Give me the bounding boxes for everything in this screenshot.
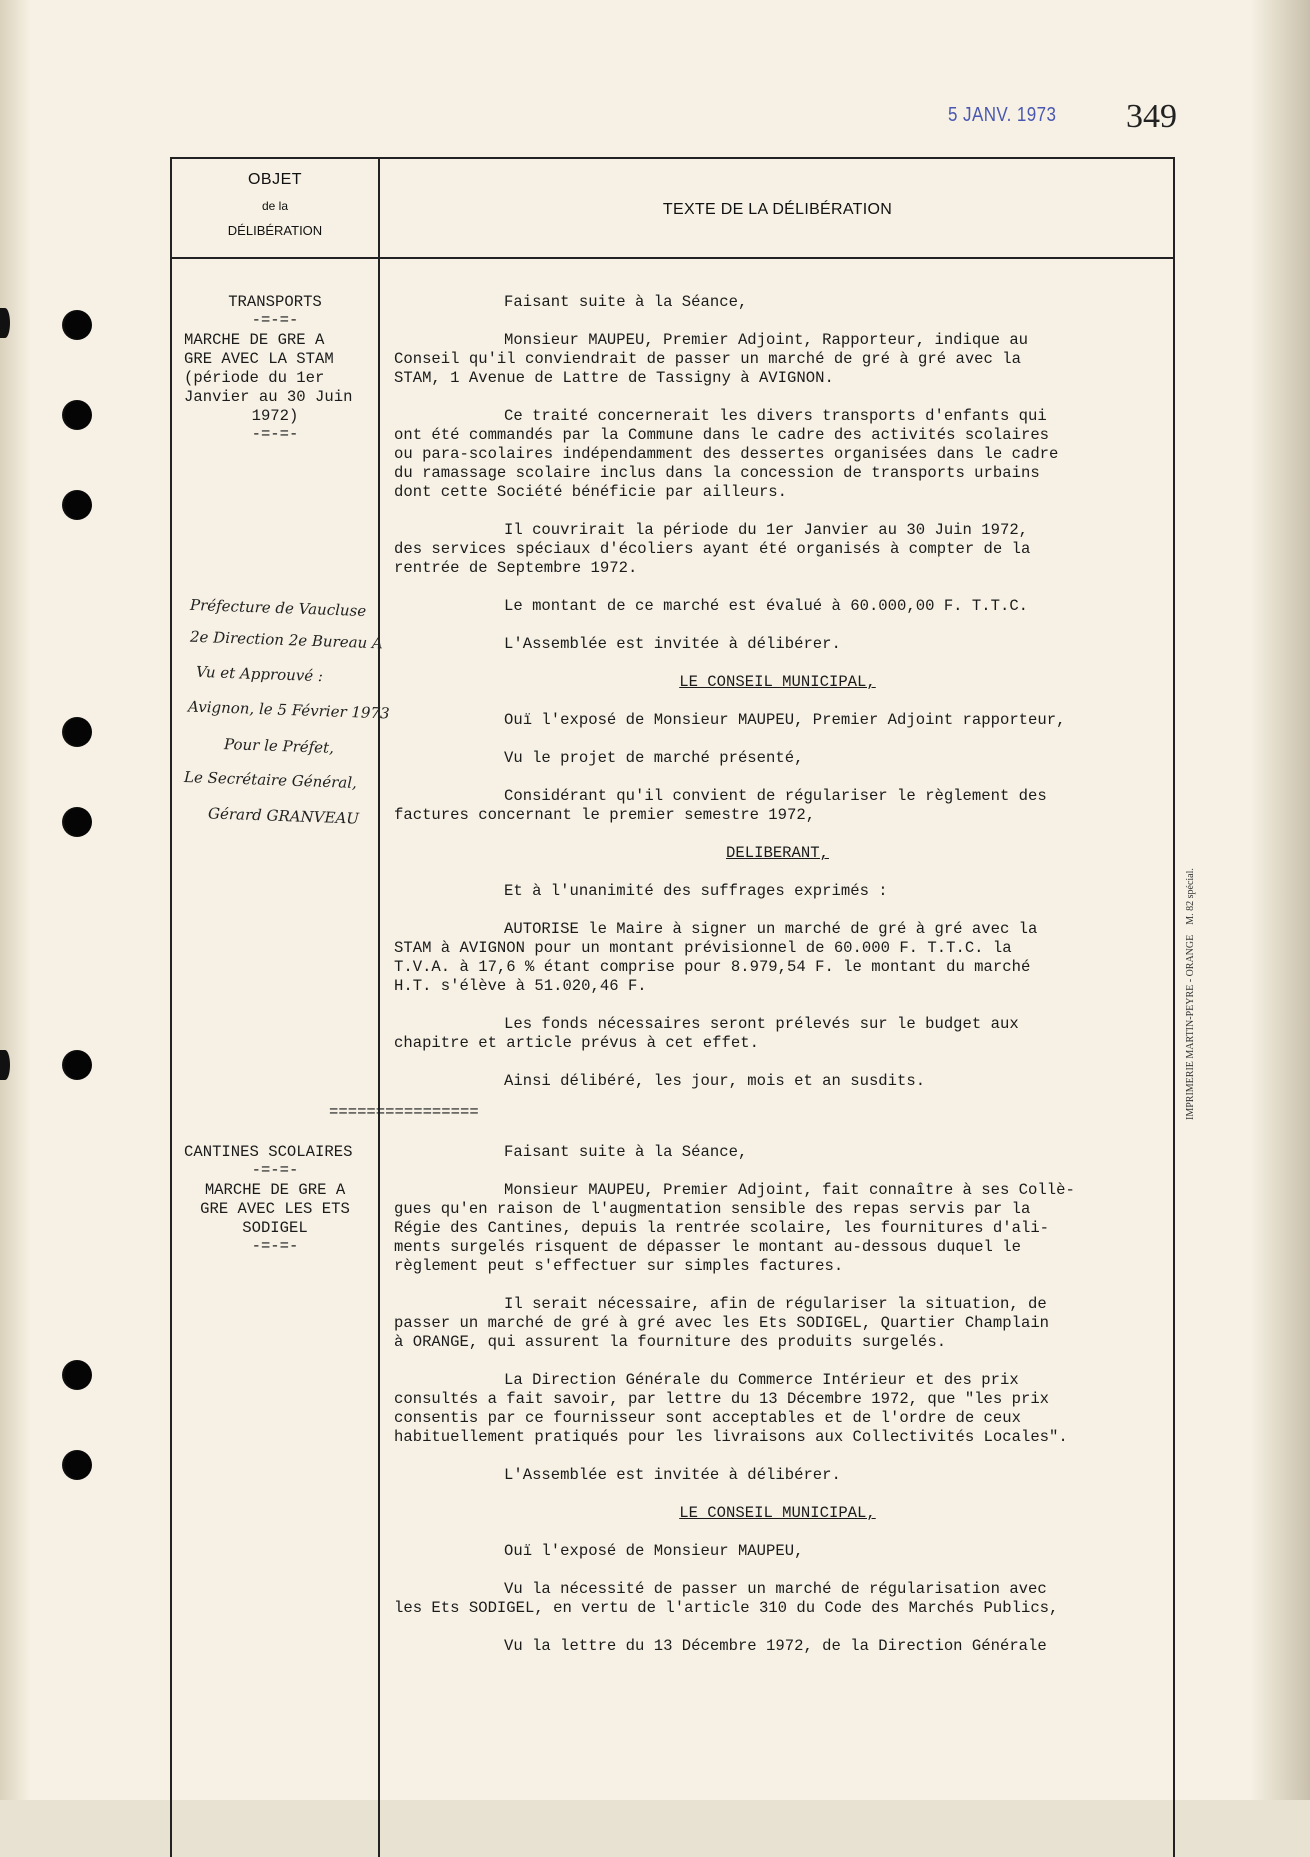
paragraph: Vu le projet de marché présenté, (504, 749, 804, 767)
paragraph-line: La Direction Générale du Commerce Intérieur et des prix (504, 1371, 1019, 1389)
paragraph-line: T.V.A. à 17,6 % étant comprise pour 8.979,54 F. le montant du marché (394, 958, 1031, 976)
handwritten-approval-line: Vu et Approuvé : (195, 662, 324, 686)
paragraph: Ouï l'exposé de Monsieur MAUPEU, (504, 1542, 804, 1560)
handwritten-approval-line: 2e Direction 2e Bureau A (189, 627, 384, 653)
paragraph-line: ont été commandés par la Commune dans le cadre des activités scolaires (394, 426, 1050, 444)
header-object: OBJET (247, 171, 303, 188)
column-divider (378, 159, 380, 1857)
page-edge-shadow (1250, 0, 1310, 1800)
paragraph-line: H.T. s'élève à 51.020,46 F. (394, 977, 647, 995)
council-heading: LE CONSEIL MUNICIPAL, (679, 673, 876, 691)
paragraph: Et à l'unanimité des suffrages exprimés : (504, 882, 888, 900)
paragraph-line: passer un marché de gré à gré avec les Ets SODIGEL, Quartier Champlain (394, 1314, 1050, 1332)
separator: -=-=- (251, 311, 299, 329)
object-line: MARCHE DE GRE A (184, 331, 325, 349)
separator: -=-=- (251, 1237, 299, 1255)
paragraph-line: consultés a fait savoir, par lettre du 13 Décembre 1972, que "les prix (394, 1390, 1050, 1408)
paragraph-line: des services spéciaux d'écoliers ayant été organisés à compter de la (394, 540, 1031, 558)
binder-hole (62, 1360, 92, 1390)
council-heading: LE CONSEIL MUNICIPAL, (679, 1504, 876, 1522)
binder-hole-stub (0, 1050, 10, 1080)
paragraph-line: Il serait nécessaire, afin de régulariser la situation, de (504, 1295, 1047, 1313)
date-stamp: 5 JANV. 1973 (948, 104, 1057, 126)
object-transports-title: TRANSPORTS (228, 293, 322, 311)
paragraph-line: Monsieur MAUPEU, Premier Adjoint, Rapporteur, indique au (504, 331, 1029, 349)
paragraph-line: ou para-scolaires indépendamment des dessertes organisées dans le cadre (394, 445, 1059, 463)
printer-imprint: IMPRIMERIE MARTIN-PEYRE - ORANGE M. 82 spécial. (1185, 868, 1196, 1120)
page-number: 349 (1126, 98, 1177, 135)
paragraph-line: Vu la nécessité de passer un marché de régularisation avec (504, 1580, 1047, 1598)
handwritten-approval-line: Avignon, le 5 Février 1973 (187, 697, 390, 723)
paragraph: Faisant suite à la Séance, (504, 293, 748, 311)
handwritten-approval-line: Pour le Préfet, (223, 735, 335, 757)
section-divider: ================ (329, 1103, 479, 1121)
object-line: SODIGEL (242, 1219, 308, 1237)
object-line: MARCHE DE GRE A (204, 1181, 346, 1199)
paragraph: Ainsi délibéré, les jour, mois et an susdits. (504, 1072, 926, 1090)
paragraph-line: règlement peut s'effectuer sur simples factures. (394, 1257, 844, 1275)
header-deliberation: DÉLIBÉRATION (227, 223, 323, 238)
object-column-header (172, 171, 378, 238)
binder-hole (62, 717, 92, 747)
paragraph: Faisant suite à la Séance, (504, 1143, 748, 1161)
paragraph: L'Assemblée est invitée à délibérer. (504, 635, 841, 653)
paragraph-line: habituellement pratiqués pour les livraisons aux Collectivités Locales". (394, 1428, 1068, 1446)
paragraph-line: chapitre et article prévus à cet effet. (394, 1034, 759, 1052)
paragraph: L'Assemblée est invitée à délibérer. (504, 1466, 841, 1484)
paragraph-line: à ORANGE, qui assurent la fourniture des produits surgelés. (394, 1333, 947, 1351)
paragraph-line: gues qu'en raison de l'augmentation sensible des repas servis par la (394, 1200, 1031, 1218)
header-de-la: de la (261, 199, 289, 213)
separator: -=-=- (251, 425, 299, 443)
paragraph-line: dont cette Société bénéficie par ailleurs. (394, 483, 788, 501)
paragraph-line: Il couvrirait la période du 1er Janvier au 30 Juin 1972, (504, 521, 1029, 539)
paragraph-line: AUTORISE le Maire à signer un marché de gré à gré avec la (504, 920, 1038, 938)
binder-hole (62, 1050, 92, 1080)
paragraph-line: STAM à AVIGNON pour un montant prévisionnel de 60.000 F. T.T.C. la (394, 939, 1012, 957)
object-line: GRE AVEC LES ETS (200, 1200, 350, 1218)
paragraph-line: rentrée de Septembre 1972. (394, 559, 638, 577)
paragraph: Le montant de ce marché est évalué à 60.000,00 F. T.T.C. (504, 597, 1029, 615)
object-line: (période du 1er (184, 369, 325, 387)
paragraph-line: Les fonds nécessaires seront prélevés sur le budget aux (504, 1015, 1019, 1033)
paragraph-line: du ramassage scolaire inclus dans la concession de transports urbains (394, 464, 1040, 482)
binder-hole-stub (0, 308, 10, 338)
handwritten-signature: Gérard GRANVEAU (207, 804, 360, 828)
handwritten-approval-line: Préfecture de Vaucluse (189, 595, 367, 621)
object-cantines-title: CANTINES SCOLAIRES (184, 1143, 353, 1161)
deliberant-heading: DELIBERANT, (726, 844, 829, 862)
paragraph-line: Ce traité concernerait les divers transports d'enfants qui (504, 407, 1047, 425)
paragraph: Vu la lettre du 13 Décembre 1972, de la Direction Générale (504, 1637, 1047, 1655)
object-line: GRE AVEC LA STAM (184, 350, 334, 368)
binder-hole (62, 310, 92, 340)
paragraph: Ouï l'exposé de Monsieur MAUPEU, Premier Adjoint rapporteur, (504, 711, 1066, 729)
binder-hole (62, 807, 92, 837)
binder-hole (62, 400, 92, 430)
facing-page-edge (0, 0, 30, 1800)
paragraph-line: Considérant qu'il convient de régulariser le règlement des (504, 787, 1047, 805)
deliberation-table (170, 157, 1175, 1857)
paragraph-line: STAM, 1 Avenue de Lattre de Tassigny à AVIGNON. (394, 369, 834, 387)
binder-hole (62, 1450, 92, 1480)
paragraph-line: Monsieur MAUPEU, Premier Adjoint, fait connaître à ses Collè- (504, 1181, 1075, 1199)
header-rule (172, 257, 1173, 259)
binder-hole (62, 490, 92, 520)
paragraph-line: les Ets SODIGEL, en vertu de l'article 310 du Code des Marchés Publics, (394, 1599, 1059, 1617)
paragraph-line: consentis par ce fournisseur sont acceptables et de l'ordre de ceux (394, 1409, 1021, 1427)
paragraph-line: factures concernant le premier semestre 1972, (394, 806, 816, 824)
handwritten-approval-line: Le Secrétaire Général, (183, 767, 358, 793)
separator: -=-=- (251, 1161, 299, 1179)
object-line: 1972) (251, 407, 299, 425)
text-column-header: TEXTE DE LA DÉLIBÉRATION (662, 201, 893, 218)
paragraph-line: ments surgelés risquent de dépasser le montant au-dessous duquel le (394, 1238, 1021, 1256)
paragraph-line: Conseil qu'il conviendrait de passer un marché de gré à gré avec la (394, 350, 1021, 368)
paragraph-line: Régie des Cantines, depuis la rentrée scolaire, les fournitures d'ali- (394, 1219, 1050, 1237)
object-line: Janvier au 30 Juin (184, 388, 353, 406)
